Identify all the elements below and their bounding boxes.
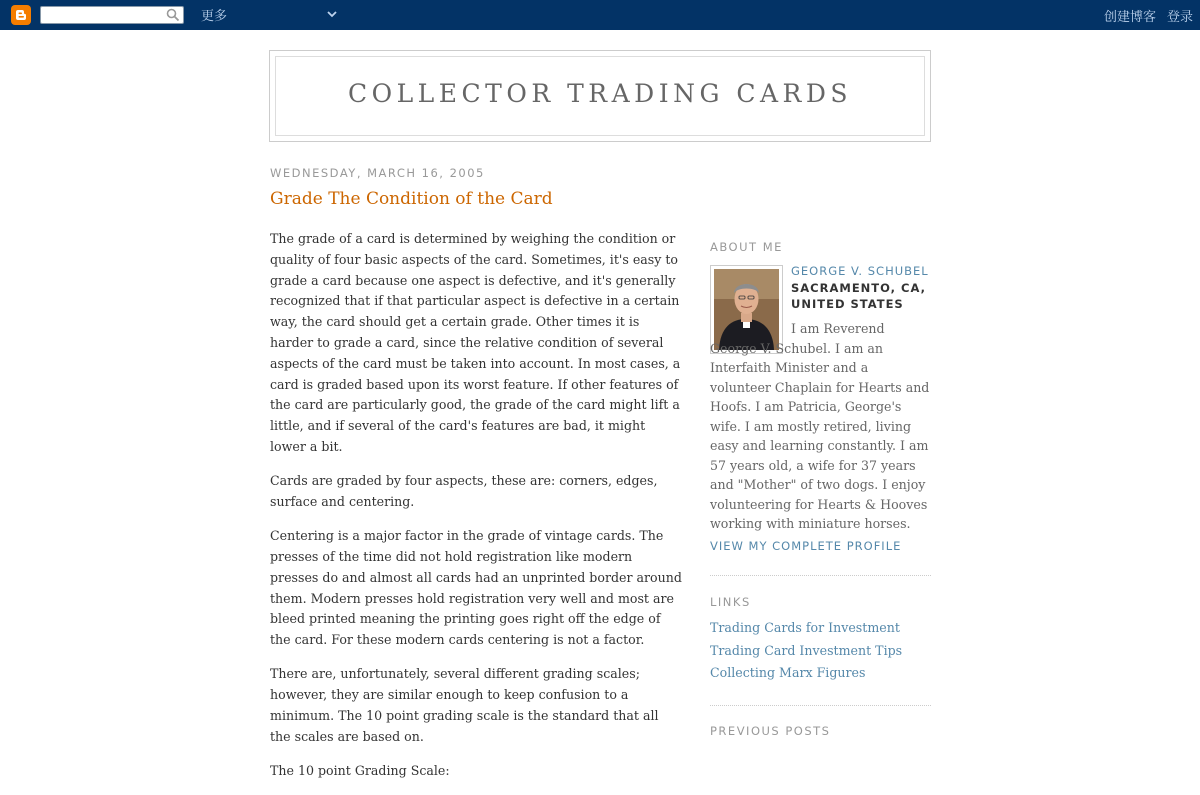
- post-paragraph: The 10 point Grading Scale:: [270, 762, 450, 778]
- view-complete-profile-link[interactable]: VIEW MY COMPLETE PROFILE: [710, 539, 902, 553]
- blogger-navbar: [0, 0, 1200, 30]
- chevron-down-icon[interactable]: [326, 8, 338, 20]
- blog-header: [269, 50, 931, 142]
- post-paragraph: There are, unfortunately, several different grading scales; however, they are similar enough to keep confusion to a minimum. The 10 point grading scale is the standard that all the scales are based on.: [270, 666, 659, 744]
- links-heading: LINKS: [710, 595, 751, 609]
- profile-name-link[interactable]: GEORGE V. SCHUBEL: [791, 264, 929, 278]
- profile-location: SACRAMENTO, CA, UNITED STATES: [791, 281, 926, 311]
- sidebar: [710, 240, 931, 738]
- navbar-more-menu[interactable]: 更多: [201, 9, 228, 24]
- blog-title[interactable]: COLLECTOR TRADING CARDS: [347, 79, 853, 108]
- post-paragraph: Cards are graded by four aspects, these are: corners, edges, surface and centering.: [270, 473, 658, 509]
- post-title: Grade The Condition of the Card: [270, 189, 553, 209]
- post-paragraph: Centering is a major factor in the grade of vintage cards. The presses of the time did not hold registration like modern presses do and almost all cards had an unprinted border around them. Modern presses hold registration very well and most are bleed printed meaning the printing goes right off the edge of the card. For these modern cards centering is not a factor.: [270, 528, 682, 648]
- links-list-item: [710, 617, 902, 640]
- blogger-logo-icon[interactable]: [11, 5, 31, 25]
- link-trading-cards-investment[interactable]: Trading Cards for Investment: [710, 620, 900, 635]
- post-date: WEDNESDAY, MARCH 16, 2005: [270, 166, 485, 180]
- login-link[interactable]: 登录: [1166, 10, 1193, 25]
- link-trading-card-investment-tips[interactable]: Trading Card Investment Tips: [710, 642, 903, 658]
- post-paragraph: The grade of a card is determined by weighing the condition or quality of four basic aspects of the card. Sometimes, it's easy to grade a card because one aspect is defective, and it's generally recognized that if that particular aspect is defective in a certain way, the card should get a certain grade. Other times it is harder to grade a card, since the relative condition of several aspects of the card must be taken into account. In most cases, a card is graded based upon its worst feature. If other features of the card are particularly good, the grade of the card might lift a little, and if several of the card's features are bad, it might lower a bit.: [270, 231, 681, 454]
- navbar-search-input[interactable]: [40, 6, 184, 24]
- profile-about-text: I am Reverend George V. Schubel. I am an Interfaith Minister and a volunteer Chaplain for Hearts and Hoofs. I am Patricia, George's wife. I am mostly retired, living easy and learning constantly. I am 57 years old, a wife for 37 years and "Mother" of two dogs. I enjoy volunteering for Hearts & Hooves working with miniature horses.: [710, 321, 930, 531]
- sidebar-divider: [710, 705, 931, 706]
- links-list-item: [710, 640, 902, 663]
- links-list: [710, 617, 902, 685]
- sidebar-divider: [710, 575, 931, 576]
- search-icon[interactable]: [166, 8, 180, 22]
- blog-header-inner: [275, 56, 925, 136]
- create-blog-link[interactable]: 创建博客: [1103, 10, 1156, 25]
- link-collecting-marx-figures[interactable]: Collecting Marx Figures: [710, 665, 866, 681]
- links-list-item: [710, 662, 902, 685]
- previous-posts-heading: PREVIOUS POSTS: [710, 724, 831, 738]
- about-me-heading: ABOUT ME: [710, 240, 783, 254]
- post-body: [270, 229, 682, 795]
